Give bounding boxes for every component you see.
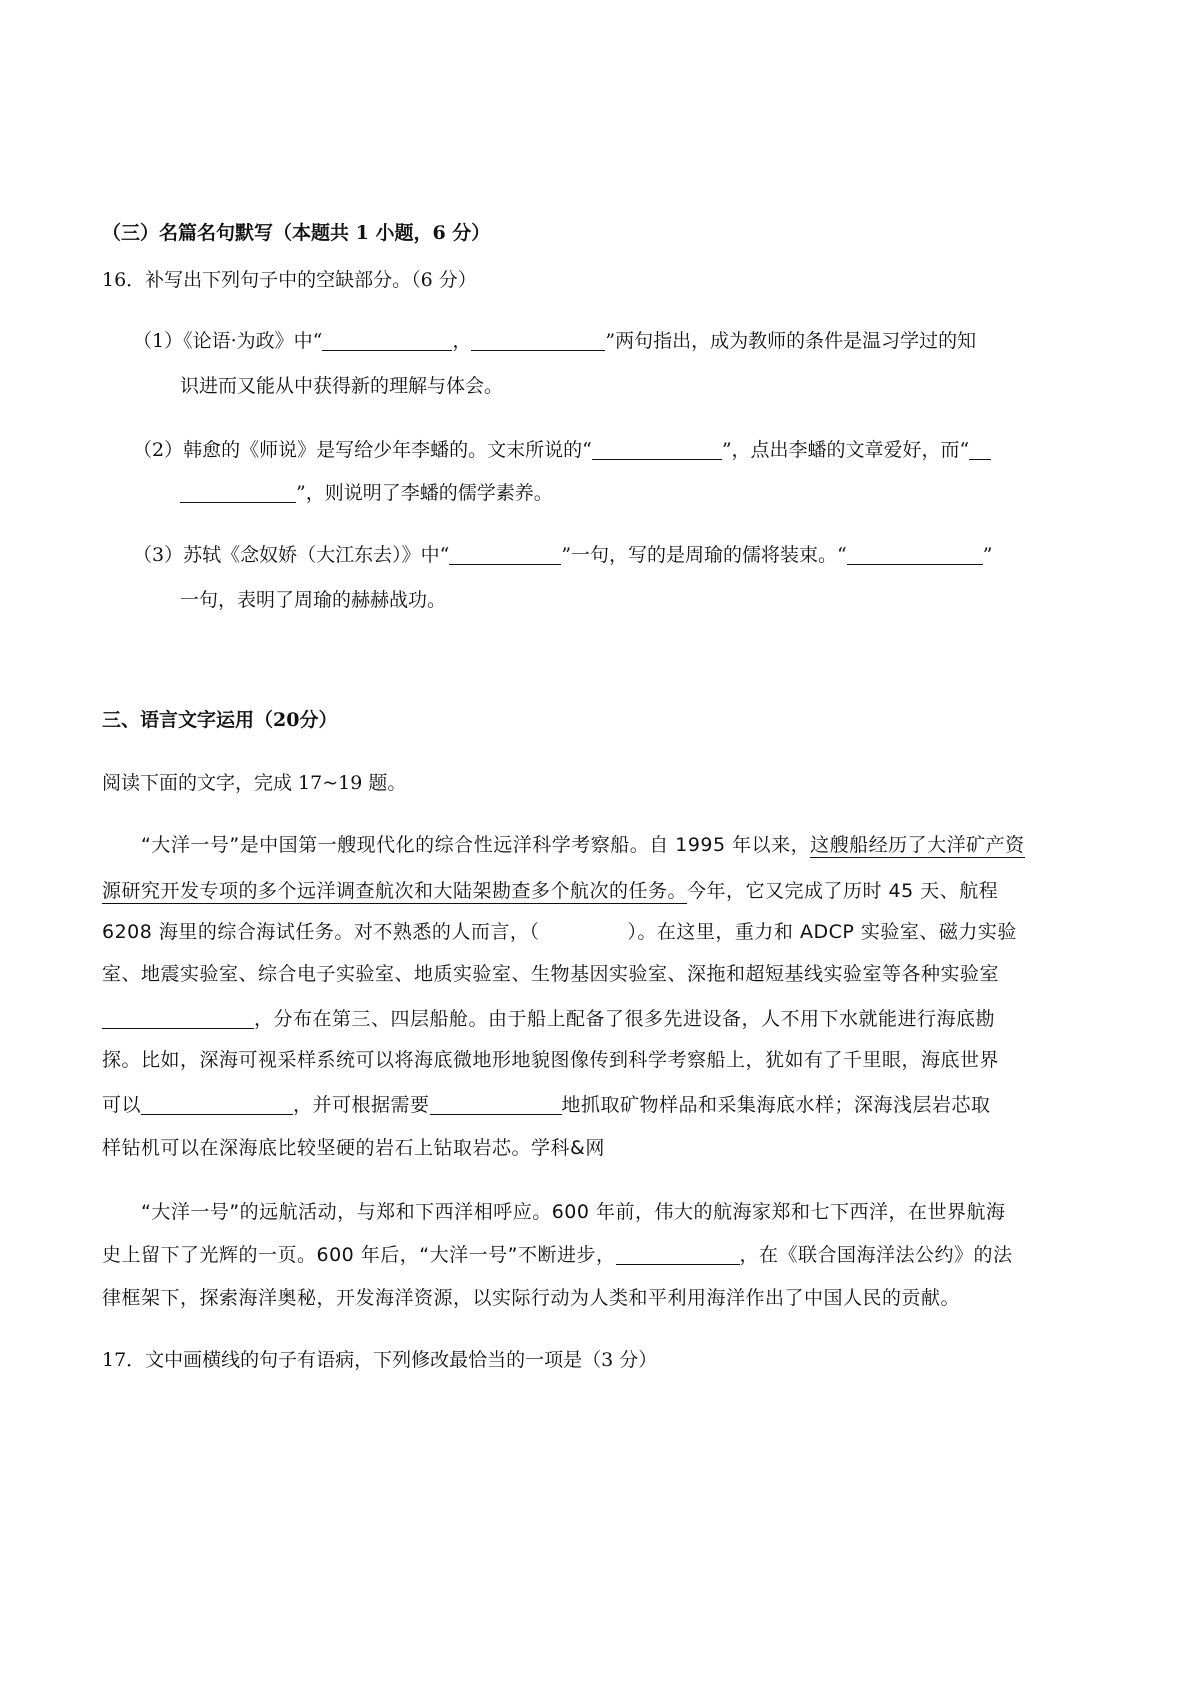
passage-text: 史上留下了光辉的一页。600 年后，“大洋一号”不断进步， — [102, 1244, 616, 1266]
underlined-sentence: 这艘船经历了大洋矿产资 — [810, 834, 1025, 856]
passage-text: ，在《联合国海洋法公约》的法 — [739, 1244, 1013, 1266]
q16-item-1-continuation: 识进而又能从中获得新的理解与体会。 — [180, 375, 504, 397]
q16-item-3 — [133, 540, 992, 570]
q16-item-3-prefix: （3）苏轼《念奴娇（大江东去）》中“ — [133, 544, 450, 566]
q16-item-3-end: ” — [982, 544, 993, 566]
passage-line: 样钻机可以在深海底比较坚硬的岩石上钻取岩芯。学科&网 — [102, 1137, 605, 1159]
section-header: （三）名篇名句默写（本题共 1 小题，6 分） — [102, 222, 491, 244]
q16-item-1-comma: ， — [452, 330, 472, 352]
passage-text: “大洋一号”是中国第一艘现代化的综合性远洋科学考察船。自 1995 年以来， — [141, 834, 811, 856]
passage-text: ，分布在第三、四层船舱。由于船上配备了很多先进设备，人不用下水就能进行海底勘 — [254, 1008, 996, 1030]
answer-blank — [449, 542, 561, 565]
passage-text: 今年，它又完成了历时 45 天、航程 — [687, 880, 999, 902]
passage-line — [141, 830, 1025, 860]
q16-item-2-prefix: （2）韩愈的《师说》是写给少年李蟠的。文末所说的“ — [133, 439, 592, 461]
q16-item-2-suffix: ”，则说明了李蟠的儒学素养。 — [296, 482, 553, 504]
passage-line: 律框架下，探索海洋奥秘，开发海洋资源，以实际行动为人类和平利用海洋作出了中国人民的贡献。 — [102, 1287, 961, 1309]
passage-line: “大洋一号”的远航活动，与郑和下西洋相呼应。600 年前，伟大的航海家郑和七下西洋，在世界航海 — [141, 1201, 1006, 1223]
answer-blank — [430, 1092, 562, 1115]
passage-line — [102, 876, 998, 906]
passage-line — [102, 1090, 991, 1120]
passage-line — [102, 1004, 995, 1034]
q16-item-2-continuation — [180, 478, 553, 508]
passage-line — [102, 1240, 1013, 1270]
answer-blank — [969, 437, 991, 460]
answer-blank — [616, 1242, 740, 1265]
passage-text: ，并可根据需要 — [293, 1094, 430, 1116]
passage-text: ）。在这里，重力和 ADCP 实验室、磁力实验 — [627, 921, 1017, 943]
answer-blank — [102, 1006, 254, 1029]
q16-item-2 — [133, 435, 991, 465]
q16-item-1-prefix: （1）《论语·为政》中“ — [133, 330, 323, 352]
passage-line — [102, 917, 1017, 947]
question-16-stem: 16．补写出下列句子中的空缺部分。（6 分） — [102, 269, 477, 291]
q16-item-3-continuation: 一句，表明了周瑜的赫赫战功。 — [180, 589, 447, 611]
answer-blank — [322, 328, 452, 351]
reading-instruction: 阅读下面的文字，完成 17~19 题。 — [102, 772, 407, 794]
passage-line: 探。比如，深海可视采样系统可以将海底微地形地貌图像传到科学考察船上，犹如有了千里眼，海底世界 — [102, 1049, 1000, 1071]
passage-text: 可以 — [102, 1094, 142, 1116]
answer-blank — [847, 542, 983, 565]
passage-text: 地抓取矿物样品和采集海底水样；深海浅层岩芯取 — [561, 1094, 991, 1116]
q16-item-1 — [133, 326, 976, 356]
answer-blank — [141, 1092, 293, 1115]
answer-blank — [180, 480, 296, 503]
passage-line: 室、地震实验室、综合电子实验室、地质实验室、生物基因实验室、深拖和超短基线实验室等各种实验室 — [102, 963, 1000, 985]
passage-text: 6208 海里的综合海试任务。对不熟悉的人而言，（ — [102, 921, 540, 943]
q16-item-3-mid: ”一句，写的是周瑜的儒将装束。“ — [561, 544, 847, 566]
q16-item-1-suffix: ”两句指出，成为教师的条件是温习学过的知 — [605, 330, 977, 352]
answer-blank — [592, 437, 722, 460]
part-header: 三、语言文字运用（20分） — [102, 709, 338, 731]
question-17-stem: 17．文中画横线的句子有语病，下列修改最恰当的一项是（3 分） — [102, 1349, 658, 1371]
underlined-sentence: 源研究开发专项的多个远洋调查航次和大陆架勘查多个航次的任务。 — [102, 880, 688, 902]
q16-item-2-mid: ”，点出李蟠的文章爱好，而“ — [721, 439, 970, 461]
answer-blank — [471, 328, 605, 351]
